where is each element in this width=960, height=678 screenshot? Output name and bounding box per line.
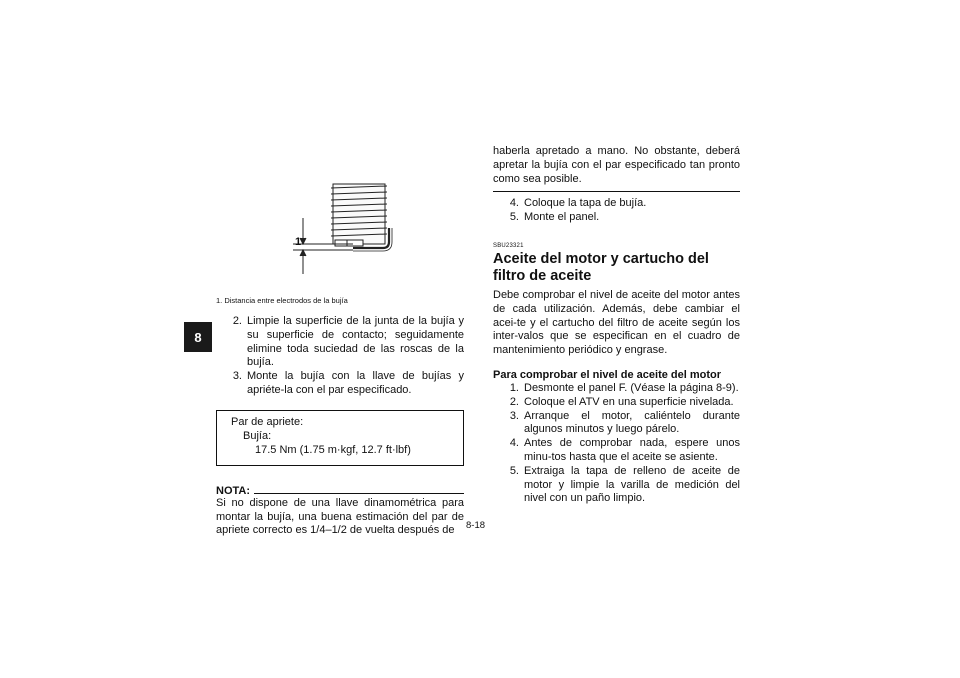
list-item: 5. Extraiga la tapa de relleno de aceite de motor y limpie la varilla de medición del nivel con un paño limpio. <box>509 464 740 505</box>
torque-value: 17.5 Nm (1.75 m·kgf, 12.7 ft·lbf) <box>255 443 411 456</box>
left-steps-list <box>216 315 464 398</box>
torque-label: Par de apriete: <box>231 415 304 428</box>
spark-plug-illustration <box>291 178 401 278</box>
spark-plug-figure <box>216 170 464 290</box>
torque-spec-box <box>216 410 464 466</box>
nota-heading: NOTA: <box>216 485 464 497</box>
list-item: 2. Limpie la superficie de la junta de la bujía y su superficie de contacto; seguidamente elimine toda suciedad de las roscas de la bujía. <box>232 315 464 369</box>
divider <box>493 191 740 192</box>
list-item: 3. Arranque el motor, caliéntelo durante algunos minutos y luego párelo. <box>509 409 740 436</box>
list-item: 4. Antes de comprobar nada, espere unos minu-tos hasta que el aceite se asiente. <box>509 437 740 463</box>
right-column <box>493 145 740 506</box>
nota-text-right: haberla apretado a mano. No obstante, deberá apretar la bujía con el par especificado tan pronto como sea posible. <box>493 145 740 185</box>
section-code: SBU23321 <box>493 242 524 249</box>
list-item: 5. Monte el panel. <box>509 211 600 224</box>
oil-check-steps <box>493 382 740 506</box>
list-item: 4. Coloque la tapa de bujía. <box>509 197 647 210</box>
subheading: Para comprobar el nivel de aceite del motor <box>493 368 722 381</box>
figure-callout-1: 1 <box>295 236 302 248</box>
section-intro: Debe comprobar el nivel de aceite del motor antes de cada utilización. Además, debe cambiar el acei-te y el cartucho del filtro de aceite según los inter-valos que se especifican en el cuadro de mantenimiento periódico y engrase. <box>493 288 740 357</box>
list-item: 2. Coloque el ATV en una superficie nivelada. <box>509 395 734 408</box>
figure-caption: 1. Distancia entre electrodos de la bujía <box>216 296 348 305</box>
left-column <box>216 170 464 538</box>
nota-text-left: Si no dispone de una llave dinamométrica para montar la bujía, una buena estimación del par de apriete correcto es 1/4–1/2 de vuelta después de <box>216 496 464 537</box>
chapter-tab: 8 <box>184 322 212 352</box>
spark-plug-label: Bujía: <box>243 429 272 442</box>
page-number: 8-18 <box>466 520 486 531</box>
right-steps-list <box>493 197 740 225</box>
section-title: Aceite del motor y cartucho del filtro de aceite <box>493 250 709 284</box>
list-item: 1. Desmonte el panel F. (Véase la página 8-9). <box>509 381 739 394</box>
list-item: 3. Monte la bujía con la llave de bujías y apriéte-la con el par especificado. <box>232 370 464 396</box>
